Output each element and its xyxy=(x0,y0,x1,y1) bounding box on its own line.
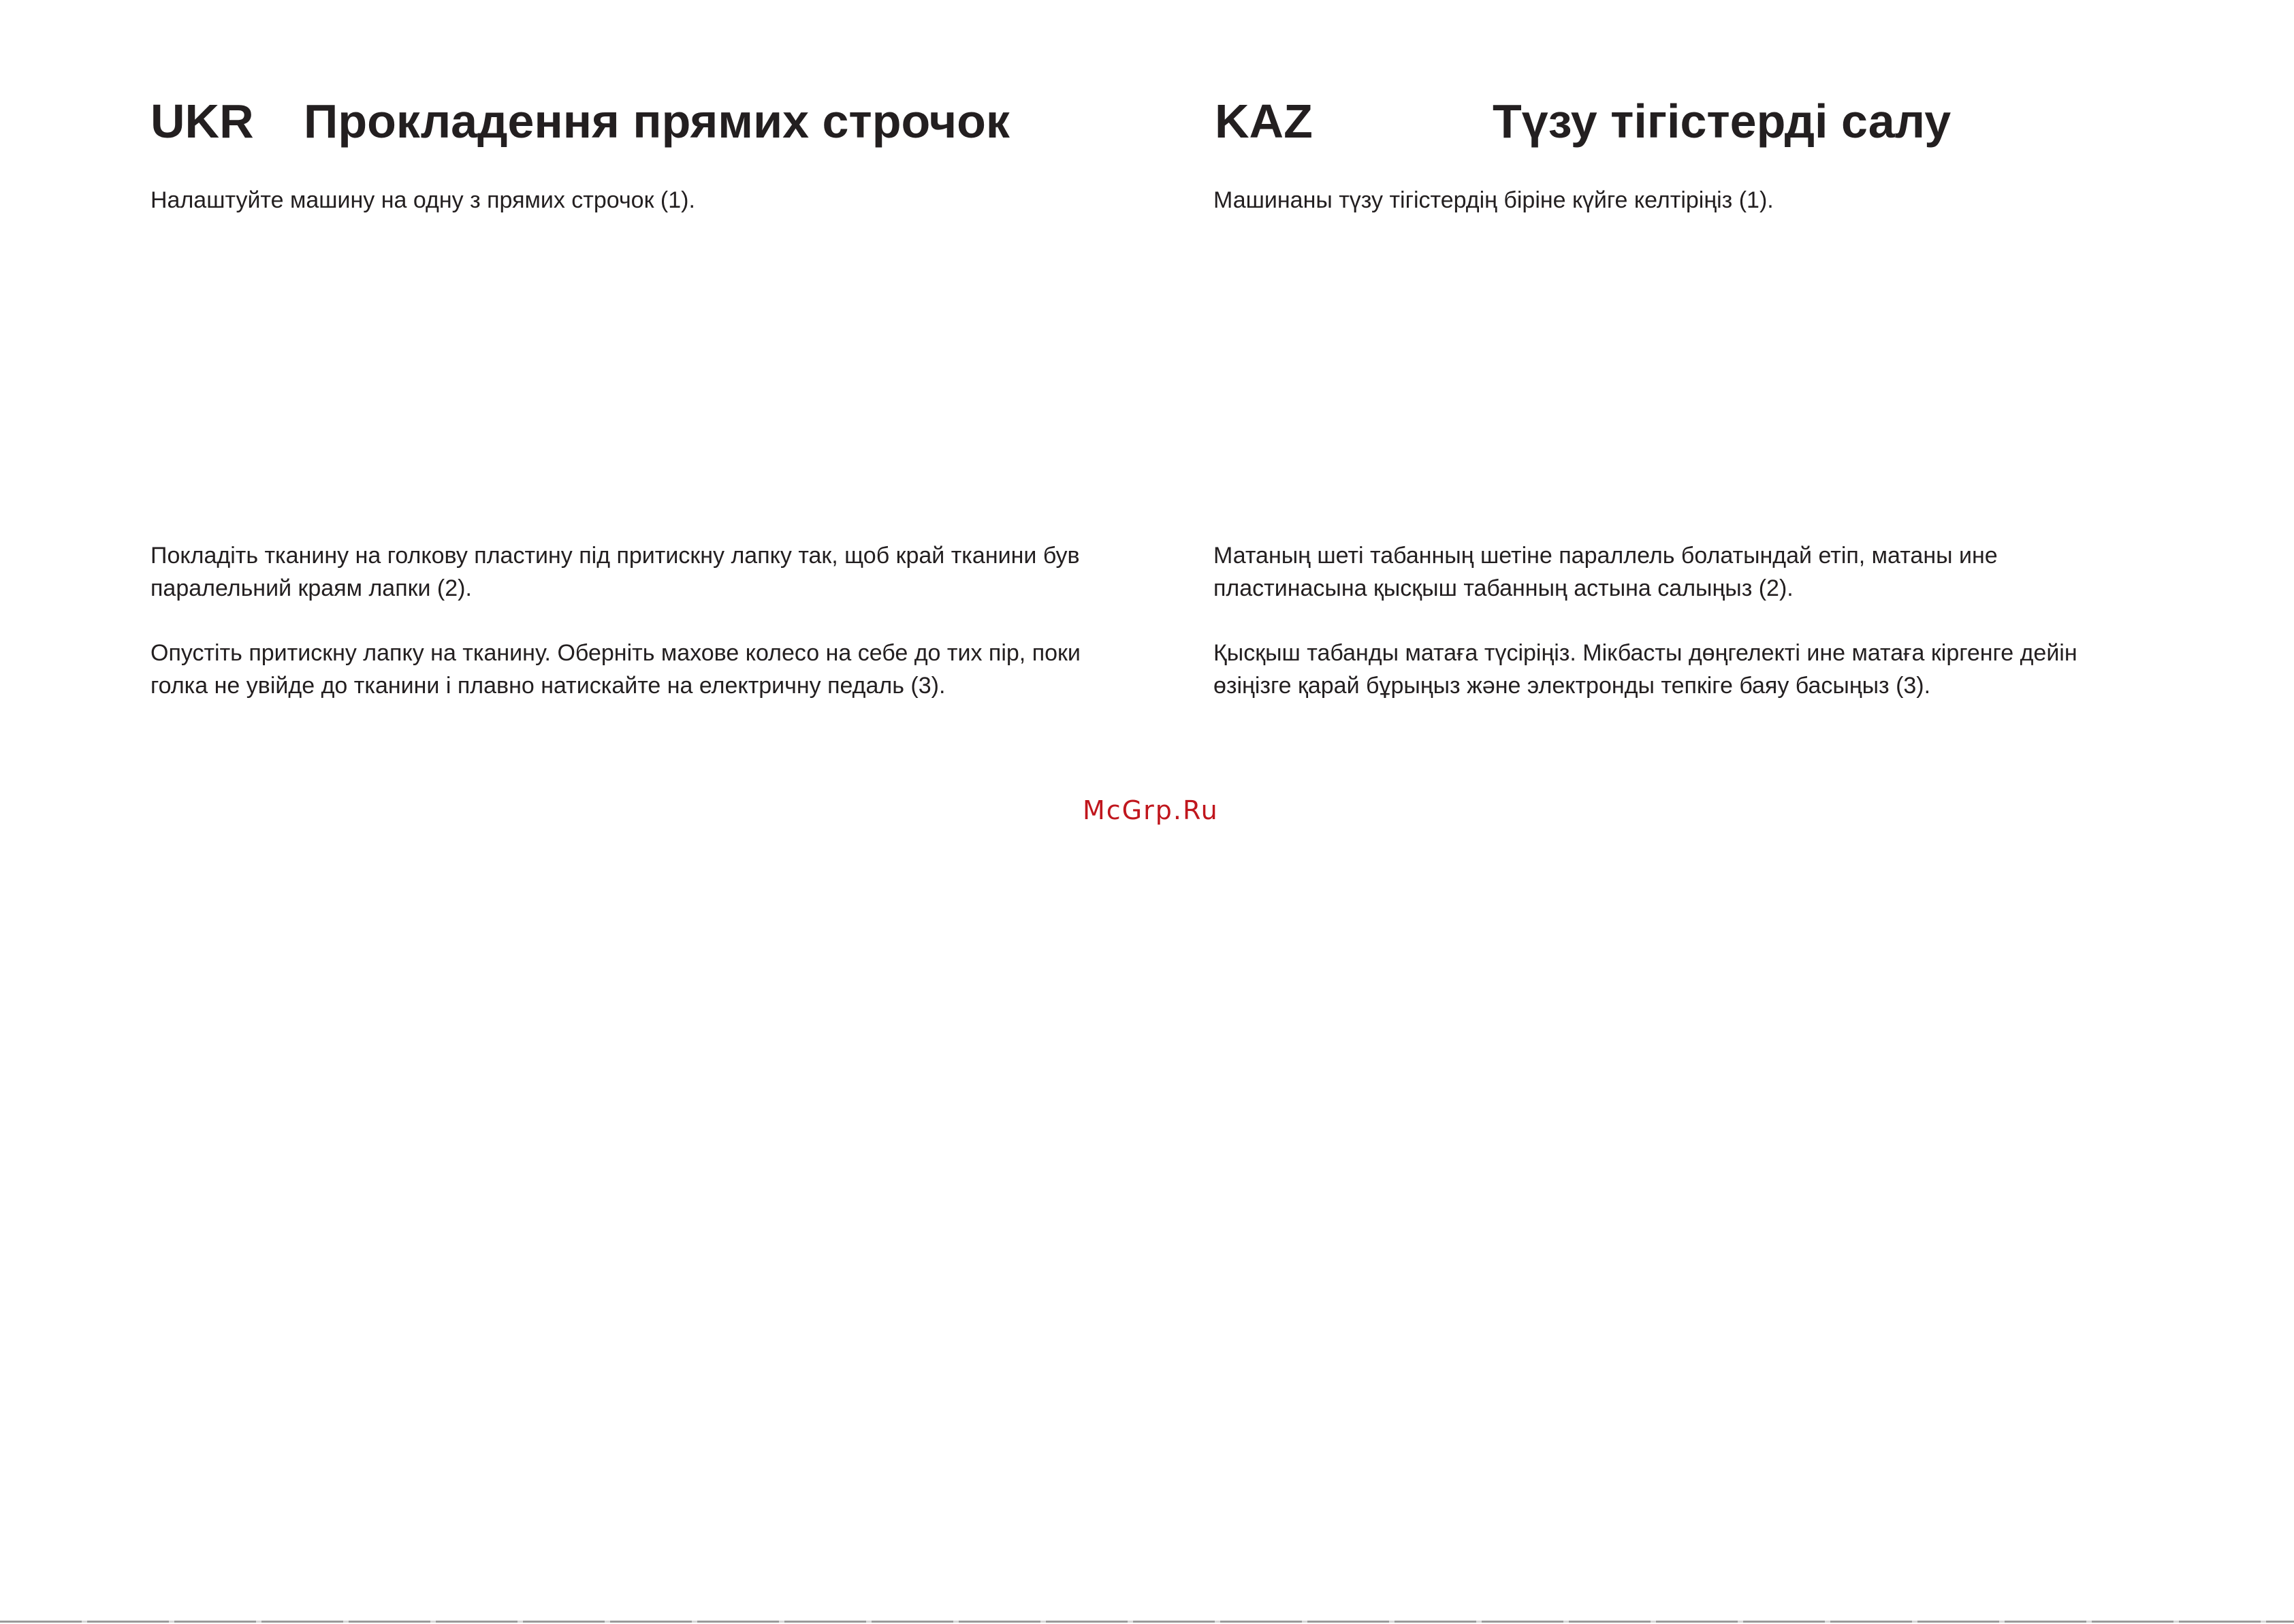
ukr-step-3-line-2: голка не увійде до тканини і плавно натискайте на електричну педаль (3). xyxy=(150,673,946,699)
kaz-step-1 xyxy=(1213,184,1774,217)
ukr-step-2-line-1: Покладіть тканину на голкову пластину під притискну лапку так, щоб край тканини був xyxy=(150,543,1080,569)
ukr-language-code: UKR xyxy=(150,95,254,148)
page-bottom-rule xyxy=(0,1621,2294,1623)
kaz-step-2-line-1: Матаның шеті табанның шетіне параллель болатындай етіп, матаны ине xyxy=(1213,543,1998,569)
ukr-step-3-line-1: Опустіть притискну лапку на тканину. Оберніть махове колесо на себе до тих пір, поки xyxy=(150,640,1081,666)
kaz-step-3-line-1: Қысқыш табанды матаға түсіріңіз. Мікбасты дөңгелекті ине матаға кіргенге дейін xyxy=(1213,640,2077,666)
kaz-step-1-line: Машинаны түзу тігістердің біріне күйге келтіріңіз (1). xyxy=(1213,187,1774,213)
kaz-section-title: Түзу тігістерді салу xyxy=(1493,95,1952,148)
kaz-step-3-line-2: өзіңізге қарай бұрыңыз және электронды тепкіге баяу басыңыз (3). xyxy=(1213,673,1931,699)
kaz-step-2-line-2: пластинасына қысқыш табанның астына салыңыз (2). xyxy=(1213,575,1794,601)
ukr-step-1-line: Налаштуйте машину на одну з прямих строчок (1). xyxy=(150,187,695,213)
kaz-step-3 xyxy=(1213,637,2077,702)
watermark-link[interactable]: McGrp.Ru xyxy=(1083,795,1219,825)
kaz-language-code: KAZ xyxy=(1215,95,1313,148)
kaz-step-2 xyxy=(1213,539,1998,605)
ukr-section-title: Прокладення прямих строчок xyxy=(304,95,1010,148)
ukr-step-3 xyxy=(150,637,1081,702)
ukr-step-2 xyxy=(150,539,1080,605)
ukr-step-2-line-2: паралельний краям лапки (2). xyxy=(150,575,472,601)
ukr-step-1 xyxy=(150,184,695,217)
